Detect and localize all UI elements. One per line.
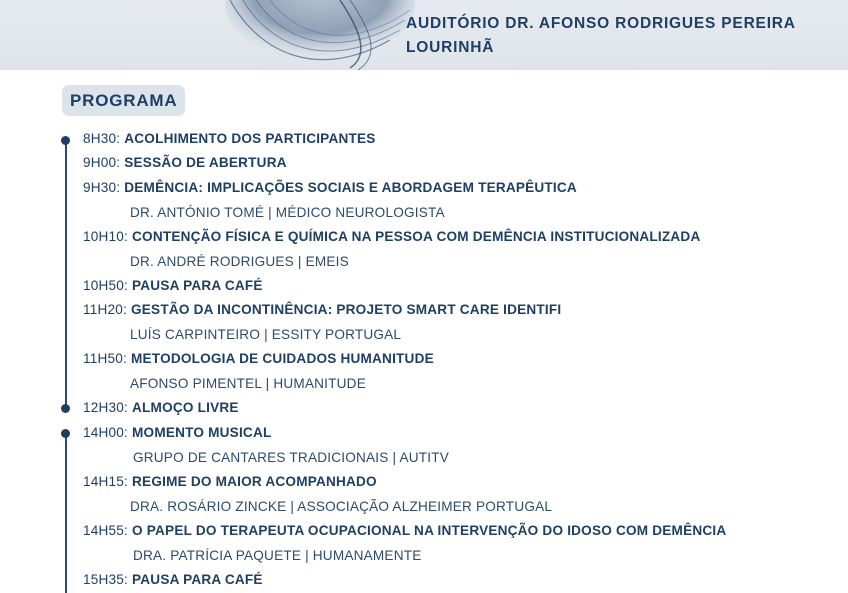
schedule-time: 10H10: — [83, 229, 129, 244]
schedule-time: 10H50: — [83, 278, 129, 293]
schedule-title: REGIME DO MAIOR ACOMPANHADO — [132, 474, 377, 489]
schedule-title: SESSÃO DE ABERTURA — [124, 155, 287, 170]
schedule-time: 11H50: — [83, 351, 128, 366]
schedule-time: 14H55: — [83, 523, 129, 538]
schedule-time: 14H00: — [83, 425, 129, 440]
schedule-item — [83, 348, 434, 370]
schedule-title: GESTÃO DA INCONTINÊNCIA: PROJETO SMART CARE IDENTIFI — [131, 302, 562, 317]
programa-heading: PROGRAMA — [62, 85, 185, 116]
schedule-title: O PAPEL DO TERAPEUTA OCUPACIONAL NA INTERVENÇÃO DO IDOSO COM DEMÊNCIA — [132, 523, 727, 538]
schedule-title: ALMOÇO LIVRE — [132, 400, 239, 415]
schedule-time: 12H30: — [83, 400, 129, 415]
schedule-speaker: DRA. ROSÁRIO ZINCKE | ASSOCIAÇÃO ALZHEIMER PORTUGAL — [130, 499, 553, 514]
schedule-time: 9H00: — [83, 155, 121, 170]
schedule-time: 9H30: — [83, 180, 121, 195]
schedule-title: DEMÊNCIA: IMPLICAÇÕES SOCIAIS E ABORDAGEM TERAPÊUTICA — [124, 180, 577, 195]
schedule-item — [83, 299, 561, 321]
schedule-speaker: DR. ANTÓNIO TOMÉ | MÉDICO NEUROLOGISTA — [130, 205, 445, 220]
schedule-title: PAUSA PARA CAFÉ — [132, 572, 263, 587]
venue-name: AUDITÓRIO DR. AFONSO RODRIGUES PEREIRA — [406, 15, 796, 32]
timeline-dot — [61, 136, 70, 145]
schedule-item — [83, 471, 377, 493]
schedule-time: 14H15: — [83, 474, 129, 489]
schedule-time: 15H35: — [83, 572, 129, 587]
schedule-item — [83, 397, 239, 419]
schedule-speaker: LUÍS CARPINTEIRO | ESSITY PORTUGAL — [130, 327, 402, 342]
schedule-item — [83, 520, 726, 542]
schedule-speaker: DRA. PATRÍCIA PAQUETE | HUMANAMENTE — [133, 548, 422, 563]
schedule-speaker: AFONSO PIMENTEL | HUMANITUDE — [130, 376, 366, 391]
header-banner — [0, 0, 848, 70]
schedule-item — [83, 569, 263, 591]
schedule-speaker: GRUPO DE CANTARES TRADICIONAIS | AUTITV — [133, 450, 449, 465]
schedule-item — [83, 226, 700, 248]
schedule-title: ACOLHIMENTO DOS PARTICIPANTES — [124, 131, 376, 146]
schedule-title: PAUSA PARA CAFÉ — [132, 278, 263, 293]
schedule-item — [83, 128, 376, 150]
timeline-dot — [61, 429, 70, 438]
schedule-time: 8H30: — [83, 131, 121, 146]
schedule-item — [83, 177, 577, 199]
venue-city: LOURINHÃ — [406, 39, 495, 56]
brain-graphic-icon — [200, 0, 440, 70]
schedule-title: CONTENÇÃO FÍSICA E QUÍMICA NA PESSOA COM DEMÊNCIA INSTITUCIONALIZADA — [132, 229, 701, 244]
timeline-line — [65, 434, 67, 593]
schedule-title: METODOLOGIA DE CUIDADOS HUMANITUDE — [131, 351, 434, 366]
schedule-item — [83, 152, 287, 174]
schedule-item — [83, 422, 271, 444]
schedule-speaker: DR. ANDRÉ RODRIGUES | EMEIS — [130, 254, 349, 269]
schedule-time: 11H20: — [83, 302, 128, 317]
timeline-dot — [61, 404, 70, 413]
schedule-title: MOMENTO MUSICAL — [132, 425, 272, 440]
timeline-line — [65, 140, 67, 410]
schedule-item — [83, 275, 263, 297]
